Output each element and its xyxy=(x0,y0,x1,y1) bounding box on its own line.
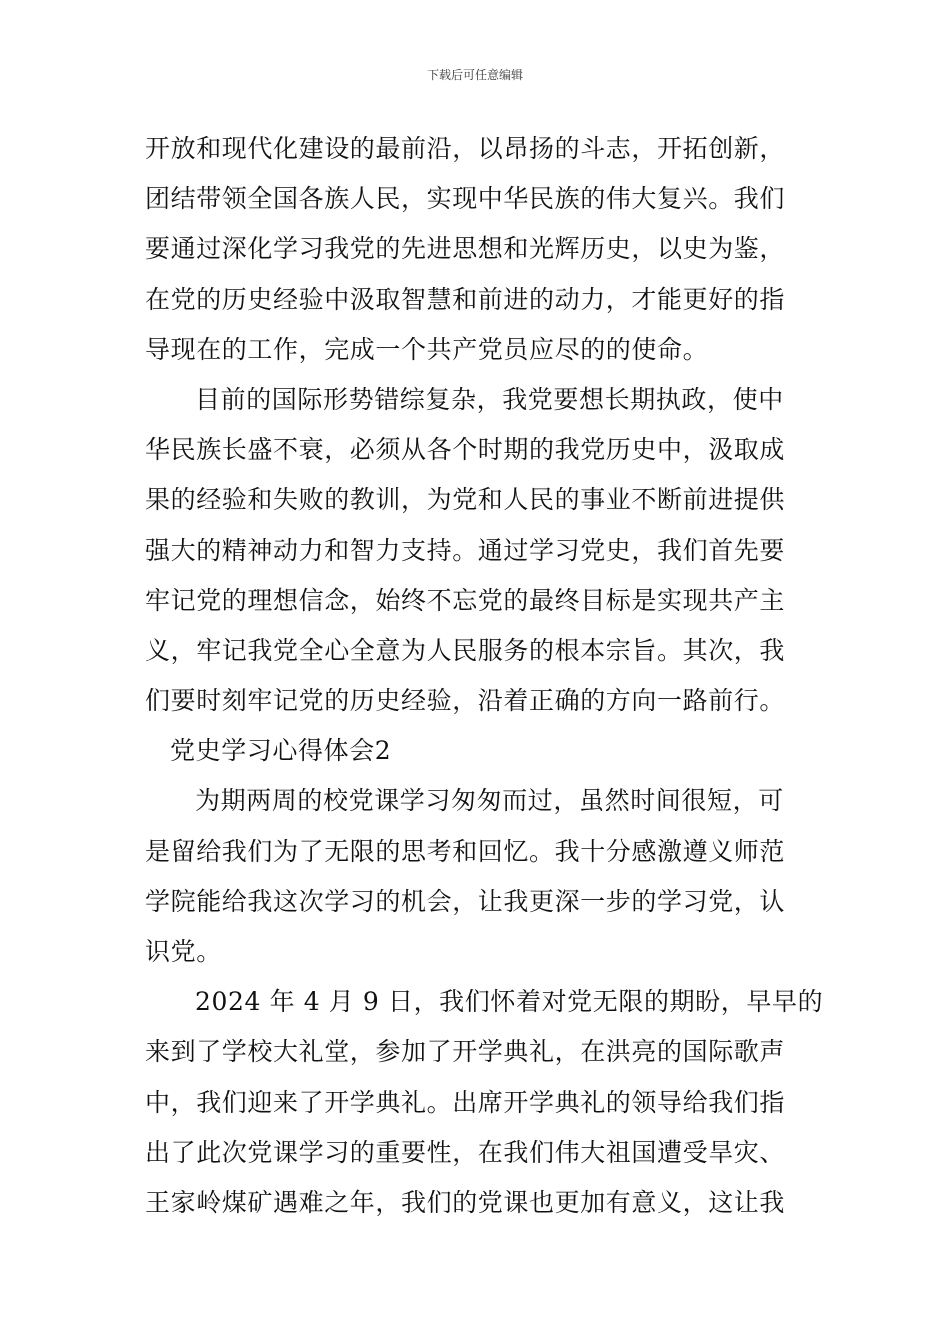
text-line: 目前的国际形势错综复杂，我党要想长期执政，使中 xyxy=(195,384,784,414)
text-line: 果的经验和失败的教训，为党和人民的事业不断前进提供 xyxy=(145,485,786,515)
text-line: 出了此次党课学习的重要性，在我们伟大祖国遭受旱灾、 xyxy=(145,1137,786,1167)
text-line: 识党。 xyxy=(145,937,222,966)
text-line: 中，我们迎来了开学典礼。出席开学典礼的领导给我们指 xyxy=(145,1087,786,1117)
text-line: 来到了学校大礼堂，参加了开学典礼，在洪亮的国际歌声 xyxy=(145,1037,786,1067)
text-line: 团结带领全国各族人民，实现中华民族的伟大复兴。我们 xyxy=(145,184,786,214)
section-heading: 党史学习心得体会2 xyxy=(170,736,392,766)
text-line: 是留给我们为了无限的思考和回忆。我十分感激遵义师范 xyxy=(145,836,786,866)
text-line: 2024 年 4 月 9 日，我们怀着对党无限的期盼，早早的 xyxy=(195,987,824,1017)
text-line: 要通过深化学习我党的先进思想和光辉历史，以史为鉴， xyxy=(145,234,786,264)
page-header: 下载后可任意编辑 xyxy=(426,68,523,82)
text-line: 义，牢记我党全心全意为人民服务的根本宗旨。其次，我 xyxy=(145,635,786,665)
text-line: 为期两周的校党课学习匆匆而过，虽然时间很短，可 xyxy=(195,786,784,816)
text-line: 们要时刻牢记党的历史经验，沿着正确的方向一路前行。 xyxy=(145,686,786,716)
text-line: 导现在的工作，完成一个共产党员应尽的的使命。 xyxy=(145,334,709,364)
text-line: 华民族长盛不衰，必须从各个时期的我党历史中，汲取成 xyxy=(145,435,786,465)
text-line: 开放和现代化建设的最前沿，以昂扬的斗志，开拓创新， xyxy=(145,134,786,163)
text-line: 强大的精神动力和智力支持。通过学习党史，我们首先要 xyxy=(145,535,786,565)
text-line: 学院能给我这次学习的机会，让我更深一步的学习党，认 xyxy=(145,886,786,916)
text-line: 在党的历史经验中汲取智慧和前进的动力，才能更好的指 xyxy=(145,284,786,314)
document-body xyxy=(145,124,824,1228)
text-line: 王家岭煤矿遇难之年，我们的党课也更加有意义，这让我 xyxy=(145,1187,786,1217)
text-line: 牢记党的理想信念，始终不忘党的最终目标是实现共产主 xyxy=(145,585,786,615)
